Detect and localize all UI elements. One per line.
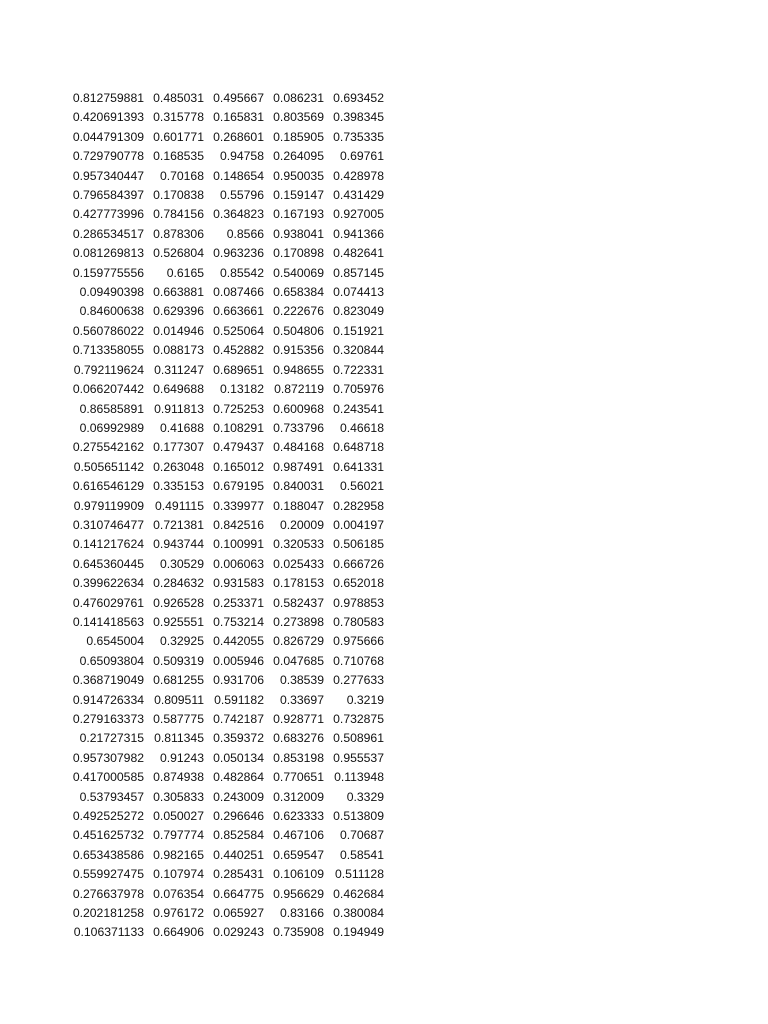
table-cell: 0.253371 [213,595,264,610]
table-row [68,89,386,108]
table-cell: 0.284632 [153,576,204,591]
table-cell: 0.09490398 [79,285,144,300]
table-cell: 0.58541 [339,847,384,862]
table-row [68,632,386,651]
table-cell: 0.431429 [333,188,384,203]
table-cell: 0.874938 [153,770,204,785]
table-cell: 0.56021 [339,479,384,494]
table-cell: 0.243009 [213,789,264,804]
table-cell: 0.492525272 [72,809,144,824]
table-cell: 0.950035 [273,168,324,183]
table-cell: 0.948655 [273,362,324,377]
table-cell: 0.025433 [273,556,324,571]
table-cell: 0.616546129 [72,479,144,494]
table-cell: 0.081269813 [72,246,144,261]
table-cell: 0.526804 [153,246,204,261]
table-cell: 0.600968 [273,401,324,416]
table-cell: 0.587775 [153,712,204,726]
table-cell: 0.277633 [333,673,384,688]
table-cell: 0.796584397 [72,188,144,203]
table-row [68,768,386,787]
table-cell: 0.803569 [273,110,324,125]
table-cell: 0.484168 [273,440,324,455]
table-cell: 0.91243 [159,750,204,765]
table-cell: 0.69761 [339,149,384,164]
table-cell: 0.282958 [333,498,384,513]
table-cell: 0.33697 [279,692,324,707]
table-cell: 0.335153 [153,479,204,494]
table-row [68,205,386,224]
table-row [68,108,386,127]
table-row [68,710,386,729]
table-cell: 0.857145 [333,265,384,280]
table-cell: 0.735908 [273,925,324,940]
table-cell: 0.088173 [153,343,204,358]
table-row [68,613,386,632]
table-cell: 0.842516 [213,517,264,532]
table-cell: 0.809511 [154,692,204,707]
table-cell: 0.417000585 [72,770,144,785]
table-row [68,264,386,283]
table-cell: 0.047685 [273,653,324,668]
table-cell: 0.705976 [333,382,384,397]
table-cell: 0.511128 [334,867,384,882]
table-cell: 0.956629 [273,886,324,901]
table-cell: 0.914726334 [72,692,144,707]
table-cell: 0.106371133 [73,925,144,940]
table-cell: 0.840031 [273,479,324,494]
table-cell: 0.976172 [153,906,204,921]
table-cell: 0.792119624 [73,362,144,377]
table-cell: 0.957340447 [72,168,144,183]
table-cell: 0.742187 [213,712,264,726]
table-cell: 0.681255 [153,673,204,688]
table-cell: 0.931583 [213,576,264,591]
table-cell: 0.927005 [333,207,384,222]
table-cell: 0.005946 [213,653,264,668]
table-cell: 0.087466 [213,285,264,300]
table-cell: 0.729790778 [72,149,144,164]
table-cell: 0.649688 [153,382,204,397]
table-row [68,691,386,710]
table-cell: 0.222676 [273,304,324,319]
table-row [68,497,386,516]
table-cell: 0.652018 [333,576,384,591]
table-cell: 0.797774 [153,828,204,843]
table-cell: 0.70687 [339,828,384,843]
table-cell: 0.141217624 [72,537,144,552]
table-cell: 0.276637978 [72,886,144,901]
table-cell: 0.540069 [273,265,324,280]
table-cell: 0.689651 [213,362,264,377]
table-cell: 0.826729 [273,634,324,649]
table-cell: 0.65093804 [79,653,144,668]
table-cell: 0.663661 [213,304,264,319]
table-cell: 0.53793457 [79,789,144,804]
table-cell: 0.495667 [213,91,264,105]
table-cell: 0.926528 [153,595,204,610]
table-cell: 0.853198 [273,750,324,765]
table-cell: 0.151921 [333,323,384,338]
table-row [68,885,386,904]
table-cell: 0.32925 [159,634,204,649]
table-cell: 0.359372 [213,731,264,746]
table-cell: 0.8566 [226,226,264,241]
table-cell: 0.664906 [153,925,204,940]
table-cell: 0.451625732 [72,828,144,843]
table-cell: 0.165831 [213,110,264,125]
data-table-body [68,89,386,943]
table-cell: 0.452882 [213,343,264,358]
table-row [68,865,386,884]
table-cell: 0.38539 [279,673,324,688]
table-cell: 0.509319 [153,653,204,668]
table-cell: 0.159775556 [72,265,144,280]
table-cell: 0.100991 [213,537,264,552]
table-cell: 0.928771 [273,712,324,726]
table-cell: 0.074413 [333,285,384,300]
table-cell: 0.784156 [153,207,204,222]
table-cell: 0.6165 [166,265,204,280]
table-row [68,923,386,942]
table-cell: 0.440251 [213,847,264,862]
table-row [68,555,386,574]
table-cell: 0.780583 [333,614,384,629]
table-cell: 0.108291 [213,420,264,435]
table-cell: 0.601771 [153,129,204,144]
table-cell: 0.508961 [333,731,384,746]
table-cell: 0.263048 [153,459,204,474]
table-cell: 0.725253 [213,401,264,416]
table-cell: 0.285431 [213,867,264,882]
table-cell: 0.029243 [213,925,264,940]
table-cell: 0.982165 [153,847,204,862]
table-row [68,729,386,748]
table-cell: 0.987491 [273,459,324,474]
table-row [68,516,386,535]
table-row [68,341,386,360]
table-cell: 0.050027 [153,809,204,824]
table-cell: 0.41688 [159,420,204,435]
table-cell: 0.050134 [213,750,264,765]
table-cell: 0.004197 [333,517,384,532]
table-cell: 0.427773996 [72,207,144,222]
table-cell: 0.13182 [219,382,264,397]
table-cell: 0.978853 [333,595,384,610]
table-cell: 0.713358055 [72,343,144,358]
table-cell: 0.938041 [273,226,324,241]
table-cell: 0.812759881 [72,91,144,105]
table-cell: 0.380084 [333,906,384,921]
table-cell: 0.482864 [213,770,264,785]
table-cell: 0.420691393 [72,110,144,125]
table-cell: 0.066207442 [72,382,144,397]
table-row [68,225,386,244]
table-cell: 0.364823 [213,207,264,222]
table-cell: 0.491115 [154,498,204,513]
table-cell: 0.21727315 [79,731,144,746]
table-cell: 0.006063 [213,556,264,571]
table-cell: 0.915356 [273,343,324,358]
table-cell: 0.679195 [213,479,264,494]
table-row [68,419,386,438]
table-cell: 0.506185 [333,537,384,552]
table-cell: 0.339977 [213,498,264,513]
table-cell: 0.30529 [159,556,204,571]
table-cell: 0.3219 [346,692,384,707]
table-cell: 0.85542 [219,265,264,280]
table-row [68,167,386,186]
table-cell: 0.84600638 [79,304,144,319]
table-row [68,283,386,302]
table-cell: 0.177307 [153,440,204,455]
table-cell: 0.753214 [213,614,264,629]
table-cell: 0.264095 [273,149,324,164]
table-cell: 0.485031 [153,91,204,105]
table-cell: 0.641331 [333,459,384,474]
table-cell: 0.20009 [279,517,324,532]
table-cell: 0.525064 [213,323,264,338]
table-cell: 0.044791309 [72,129,144,144]
table-cell: 0.6545004 [86,634,144,649]
table-row [68,400,386,419]
table-row [68,361,386,380]
table-cell: 0.911813 [154,401,204,416]
table-cell: 0.955537 [333,750,384,765]
table-cell: 0.320533 [273,537,324,552]
table-cell: 0.286534517 [72,226,144,241]
table-cell: 0.279163373 [72,712,144,726]
table-cell: 0.957307982 [72,750,144,765]
table-cell: 0.560786022 [72,323,144,338]
table-cell: 0.398345 [333,110,384,125]
table-cell: 0.273898 [273,614,324,629]
table-cell: 0.629396 [153,304,204,319]
table-cell: 0.243541 [333,401,384,416]
table-cell: 0.710768 [333,653,384,668]
table-cell: 0.975666 [333,634,384,649]
table-cell: 0.368719049 [72,673,144,688]
table-cell: 0.693452 [333,91,384,105]
table-cell: 0.963236 [213,246,264,261]
table-row [68,904,386,923]
table-cell: 0.202181258 [72,906,144,921]
table-row [68,128,386,147]
table-cell: 0.83166 [279,906,324,921]
table-row [68,458,386,477]
table-cell: 0.310746477 [72,517,144,532]
table-row [68,574,386,593]
table-row [68,147,386,166]
table-cell: 0.428978 [333,168,384,183]
table-cell: 0.476029761 [72,595,144,610]
table-cell: 0.148654 [213,168,264,183]
table-cell: 0.735335 [333,129,384,144]
table-cell: 0.55796 [219,188,264,203]
table-cell: 0.311247 [154,362,204,377]
table-cell: 0.170838 [153,188,204,203]
table-cell: 0.188047 [273,498,324,513]
table-cell: 0.462684 [333,886,384,901]
table-cell: 0.305833 [153,789,204,804]
table-cell: 0.46618 [339,420,384,435]
table-cell: 0.504806 [273,323,324,338]
table-cell: 0.659547 [273,847,324,862]
table-cell: 0.3329 [346,789,384,804]
table-cell: 0.399622634 [72,576,144,591]
table-cell: 0.076354 [153,886,204,901]
table-cell: 0.482641 [333,246,384,261]
table-cell: 0.194949 [333,925,384,940]
table-cell: 0.664775 [213,886,264,901]
table-cell: 0.648718 [333,440,384,455]
table-row [68,244,386,263]
table-cell: 0.065927 [213,906,264,921]
table-cell: 0.141418563 [72,614,144,629]
table-cell: 0.811345 [154,731,204,746]
table-cell: 0.683276 [273,731,324,746]
table-row [68,438,386,457]
table-cell: 0.178153 [273,576,324,591]
table-row [68,846,386,865]
table-cell: 0.268601 [213,129,264,144]
table-cell: 0.014946 [153,323,204,338]
table-row [68,186,386,205]
table-cell: 0.165012 [213,459,264,474]
table-cell: 0.315778 [153,110,204,125]
table-row [68,807,386,826]
table-cell: 0.931706 [213,673,264,688]
table-cell: 0.591182 [214,692,264,707]
table-cell: 0.70168 [159,168,204,183]
table-cell: 0.113948 [334,770,384,785]
table-row [68,749,386,768]
table-cell: 0.872119 [274,382,324,397]
table-cell: 0.167193 [273,207,324,222]
table-row [68,652,386,671]
table-cell: 0.479437 [213,440,264,455]
table-cell: 0.666726 [333,556,384,571]
table-cell: 0.320844 [333,343,384,358]
table-cell: 0.658384 [273,285,324,300]
table-cell: 0.170898 [273,246,324,261]
table-row [68,594,386,613]
table-cell: 0.823049 [333,304,384,319]
table-cell: 0.185905 [273,129,324,144]
table-cell: 0.925551 [153,614,204,629]
table-cell: 0.721381 [153,517,204,532]
table-cell: 0.168535 [153,149,204,164]
table-cell: 0.645360445 [72,556,144,571]
table-cell: 0.852584 [213,828,264,843]
table-cell: 0.663881 [153,285,204,300]
table-cell: 0.623333 [273,809,324,824]
table-cell: 0.505651142 [73,459,144,474]
table-row [68,380,386,399]
table-row [68,826,386,845]
table-cell: 0.878306 [153,226,204,241]
table-cell: 0.94758 [219,149,264,164]
table-row [68,477,386,496]
table-row [68,302,386,321]
table-cell: 0.275542162 [72,440,144,455]
table-cell: 0.979119909 [73,498,144,513]
table-cell: 0.442055 [213,634,264,649]
data-table [68,89,386,943]
table-row [68,788,386,807]
table-cell: 0.582437 [273,595,324,610]
table-cell: 0.159147 [273,188,324,203]
table-row [68,671,386,690]
table-row [68,322,386,341]
table-cell: 0.559927475 [72,867,144,882]
table-cell: 0.733796 [273,420,324,435]
table-row [68,535,386,554]
table-cell: 0.467106 [273,828,324,843]
table-cell: 0.107974 [153,867,204,882]
table-cell: 0.296646 [213,809,264,824]
table-cell: 0.770651 [273,770,324,785]
table-cell: 0.941366 [333,226,384,241]
table-cell: 0.106109 [273,867,324,882]
table-cell: 0.653438586 [72,847,144,862]
table-cell: 0.513809 [333,809,384,824]
table-cell: 0.086231 [273,91,324,105]
table-cell: 0.312009 [273,789,324,804]
table-cell: 0.732875 [333,712,384,726]
table-cell: 0.943744 [153,537,204,552]
table-cell: 0.722331 [333,362,384,377]
table-cell: 0.86585891 [79,401,144,416]
table-cell: 0.06992989 [79,420,144,435]
